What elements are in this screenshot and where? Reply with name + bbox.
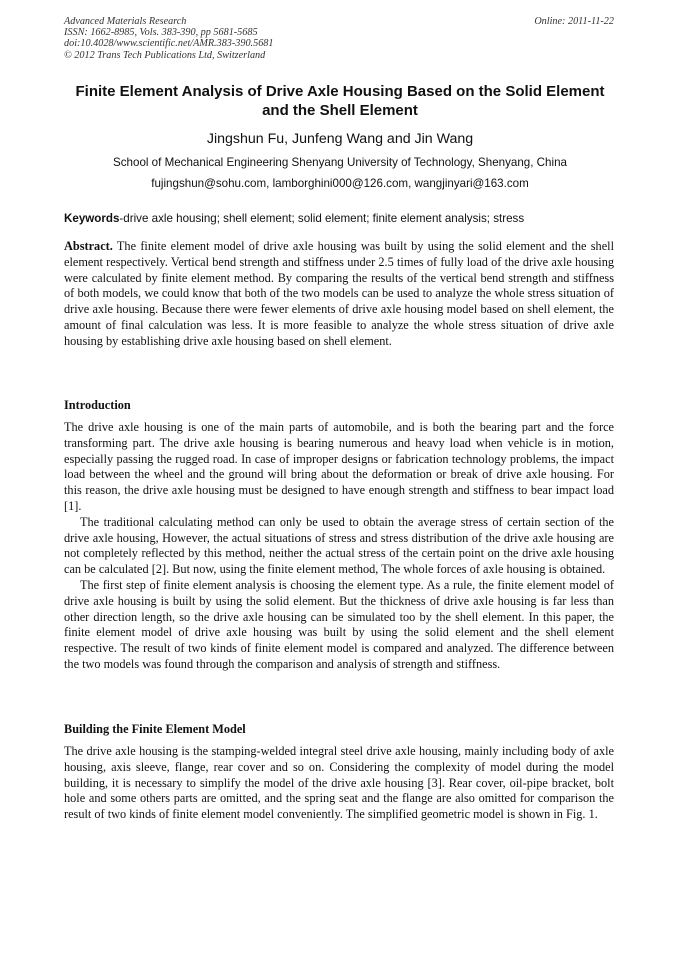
- section-heading-building-model: Building the Finite Element Model: [64, 722, 246, 736]
- keywords: [64, 212, 616, 226]
- doi-line: doi:10.4028/www.scientific.net/AMR.383-390.5681: [64, 38, 274, 50]
- issn-line: ISSN: 1662-8985, Vols. 383-390, pp 5681-5685: [64, 27, 258, 39]
- author-emails: fujingshun@sohu.com, lamborghini000@126.com, wangjinyari@163.com: [151, 177, 529, 190]
- copyright-line: © 2012 Trans Tech Publications Ltd, Switzerland: [64, 49, 266, 61]
- publication-info: [64, 16, 616, 61]
- keywords-label: Keywords: [64, 212, 120, 225]
- paragraph: The first step of finite element analysis is choosing the element type. As a rule, the finite element model of drive axle housing is built by using the solid element. But the thickness of drive axle housing is far less than other direction length, so the drive axle housing can be simulated too by the shell element. In this paper, the finite element model of drive axle housing was built by using the solid element and the shell element respective. The result of two kinds of finite element model is compared and analyzed. The difference between the two models was found through the comparison and analysis of strength and stiffness.: [64, 577, 614, 671]
- author-list: Jingshun Fu, Junfeng Wang and Jin Wang: [206, 131, 474, 147]
- affiliation: School of Mechanical Engineering Shenyang University of Technology, Shenyang, China: [113, 156, 567, 169]
- paragraph: The drive axle housing is the stamping-welded integral steel drive axle housing, mainly including body of axle housing, axis sleeve, flange, rear cover and so on. Considering the complexity of model during the model building, it is necessary to simplify the model of the drive axle housing [3]. Rear cover, oil-pipe bracket, bolt hole and some others parts are omitted, and the spring seat and the flange are also omitted for comparison the result of two kinds of finite element model conveniently. The simplified geometric model is shown in Fig. 1.: [64, 744, 614, 822]
- journal-name: Advanced Materials Research: [64, 16, 187, 27]
- online-date: Online: 2011-11-22: [534, 16, 614, 27]
- paragraph: The traditional calculating method can only be used to obtain the average stress of certain section of the drive axle housing, However, the actual situations of stress and stress distribution of the drive axle housing are not completely reflected by this method, neither the actual stress of the certain point on the drive axle housing can be calculated [2]. But now, using the finite element method, The whole forces of axle housing is obtained.: [64, 514, 614, 577]
- paragraph: The drive axle housing is one of the main parts of automobile, and is both the bearing part and the force transforming part. The drive axle housing is bearing numerous and heavy load when vehicle is in motion, especially passing the rugged road. In case of improper designs or fabrication technology problems, the impact load between the wheel and the ground will bring about the deformation or break of drive axle housing. For this reason, the drive axle housing must be designed to have enough strength and stiffness to bear impact load [1].: [64, 420, 614, 513]
- paper-title: Finite Element Analysis of Drive Axle Housing Based on the Solid Element and the Shell Element: [75, 83, 605, 119]
- abstract-text: The finite element model of drive axle housing was built by using the solid element and the shell element respectively. Vertical bend strength and stiffness under 2.5 times of fully load of the drive axle housing were calculated by finite element method. By comparing the results of the vertical bend strength and stiffness of both models, we could know that both of the two models can be used to analyze the whole stress situation of drive axle housing. Because there were fewer elements of drive axle housing model based on shell element, the amount of final calculation was less. It is more feasible to analyze the whole stress situation of drive axle housing by establishing drive axle housing based on shell element.: [64, 239, 614, 348]
- abstract: [64, 239, 614, 350]
- keywords-text: -drive axle housing; shell element; solid element; finite element analysis; stress: [119, 212, 525, 225]
- publication-header: [64, 16, 616, 61]
- section-heading-introduction: Introduction: [64, 398, 131, 412]
- abstract-label: Abstract.: [64, 239, 113, 253]
- introduction-section: [64, 420, 614, 673]
- building-model-section: [64, 744, 614, 823]
